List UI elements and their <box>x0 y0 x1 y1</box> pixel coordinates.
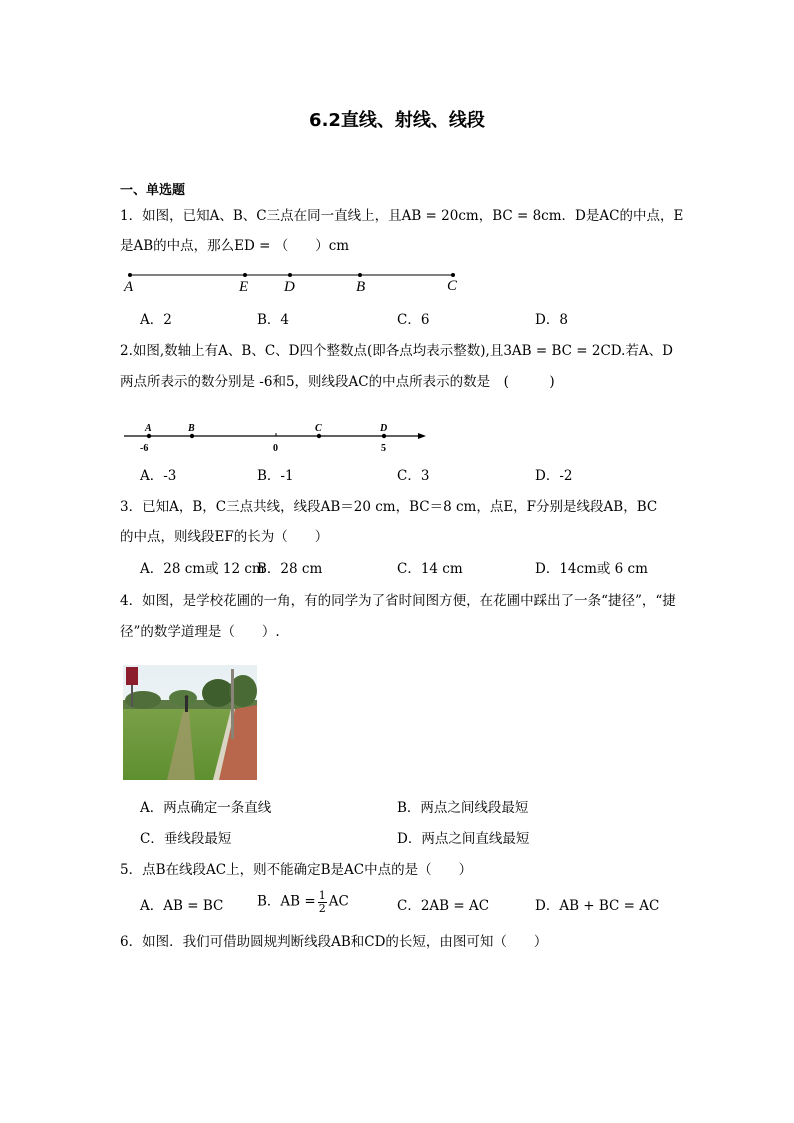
q2-text-line1: 2.如图,数轴上有A、B、C、D四个整数点(即各点均表示整数),且3AB = BC = 2CD.若A、D <box>120 343 673 359</box>
q1-label-b: B <box>356 279 366 295</box>
garden-photo <box>123 665 257 780</box>
q2-point-b <box>190 434 194 438</box>
q1-point-a <box>128 273 132 277</box>
q2-option-c: C．3 <box>397 468 430 484</box>
q1-option-c: C．6 <box>397 312 430 328</box>
q5-fraction <box>318 890 327 914</box>
q4-text-line2: 径”的数学道理是（ ）. <box>120 624 280 640</box>
q2-number-line <box>120 418 432 458</box>
q1-point-e <box>243 273 247 277</box>
q5-option-d: D．AB + BC = AC <box>535 898 660 914</box>
q2-label-c: C <box>315 423 322 434</box>
q3-text-line2: 的中点，则线段EF的长为（ ） <box>120 529 329 545</box>
q2-point-c <box>317 434 321 438</box>
section-heading: 一、单选题 <box>120 183 186 198</box>
q2-arrow <box>418 433 426 439</box>
q2-option-b: B．-1 <box>257 468 294 484</box>
q1-point-d <box>288 273 292 277</box>
q1-point-c <box>451 273 455 277</box>
q2-tick-5: 5 <box>381 443 386 454</box>
q4-option-a: A．两点确定一条直线 <box>140 800 272 816</box>
q1-option-b: B．4 <box>257 312 290 328</box>
q2-label-a: A <box>145 423 152 434</box>
q3-option-a: A．28 cm或 12 cm <box>140 561 265 577</box>
q2-point-a <box>147 434 151 438</box>
q3-text-line1: 3．已知A，B，C三点共线，线段AB＝20 cm，BC＝8 cm，点E，F分别是线段AB，BC <box>120 499 658 515</box>
q3-option-c: C．14 cm <box>397 561 463 577</box>
q4-text-line1: 4．如图，是学校花圃的一角，有的同学为了省时间图方便，在花圃中踩出了一条“捷径”，“捷 <box>120 593 676 609</box>
q5-option-b-prefix: B．AB = <box>257 893 316 910</box>
q2-label-d: D <box>380 423 388 434</box>
q4-option-b: B．两点之间线段最短 <box>397 800 529 816</box>
q5-option-b-suffix: AC <box>328 893 349 910</box>
q2-text-line2: 两点所表示的数分别是 -6和5，则线段AC的中点所表示的数是 ( ) <box>120 374 555 390</box>
q2-point-d <box>382 434 386 438</box>
q1-label-c: C <box>447 278 458 294</box>
q2-option-d: D．-2 <box>535 468 573 484</box>
q1-label-d: D <box>284 279 295 295</box>
q1-label-e: E <box>239 279 249 295</box>
q1-point-b <box>358 273 362 277</box>
q2-tick-minus6: -6 <box>140 443 149 454</box>
q2-tick-0: 0 <box>273 443 278 454</box>
q1-option-a: A．2 <box>140 312 172 328</box>
q5-fraction-numerator: 1 <box>318 889 326 902</box>
q4-option-d: D．两点之间直线最短 <box>397 831 530 847</box>
q5-text-line1: 5．点B在线段AC上，则不能确定B是AC中点的是（ ） <box>120 862 473 878</box>
q5-option-b <box>257 890 349 914</box>
q1-text-line2: 是AB的中点，那么ED = （ ）cm <box>120 238 350 254</box>
q3-option-d: D．14cm或 6 cm <box>535 561 648 577</box>
q5-fraction-denominator: 2 <box>318 902 326 915</box>
q1-label-a: A <box>124 279 134 295</box>
page-title: 6.2直线、射线、线段 <box>309 110 485 131</box>
q5-option-c: C．2AB = AC <box>397 898 490 914</box>
q5-option-a: A．AB = BC <box>140 898 224 914</box>
q1-line-figure <box>120 266 470 296</box>
q1-text-line1: 1．如图，已知A、B、C三点在同一直线上，且AB = 20cm，BC = 8cm．D是AC的中点，E <box>120 208 684 224</box>
q4-option-c: C．垂线段最短 <box>140 831 232 847</box>
q3-option-b: B．28 cm <box>257 561 323 577</box>
q2-label-b: B <box>188 423 195 434</box>
q2-option-a: A．-3 <box>140 468 177 484</box>
q6-text-line1: 6．如图．我们可借助圆规判断线段AB和CD的长短，由图可知（ ） <box>120 934 548 950</box>
q1-option-d: D．8 <box>535 312 568 328</box>
